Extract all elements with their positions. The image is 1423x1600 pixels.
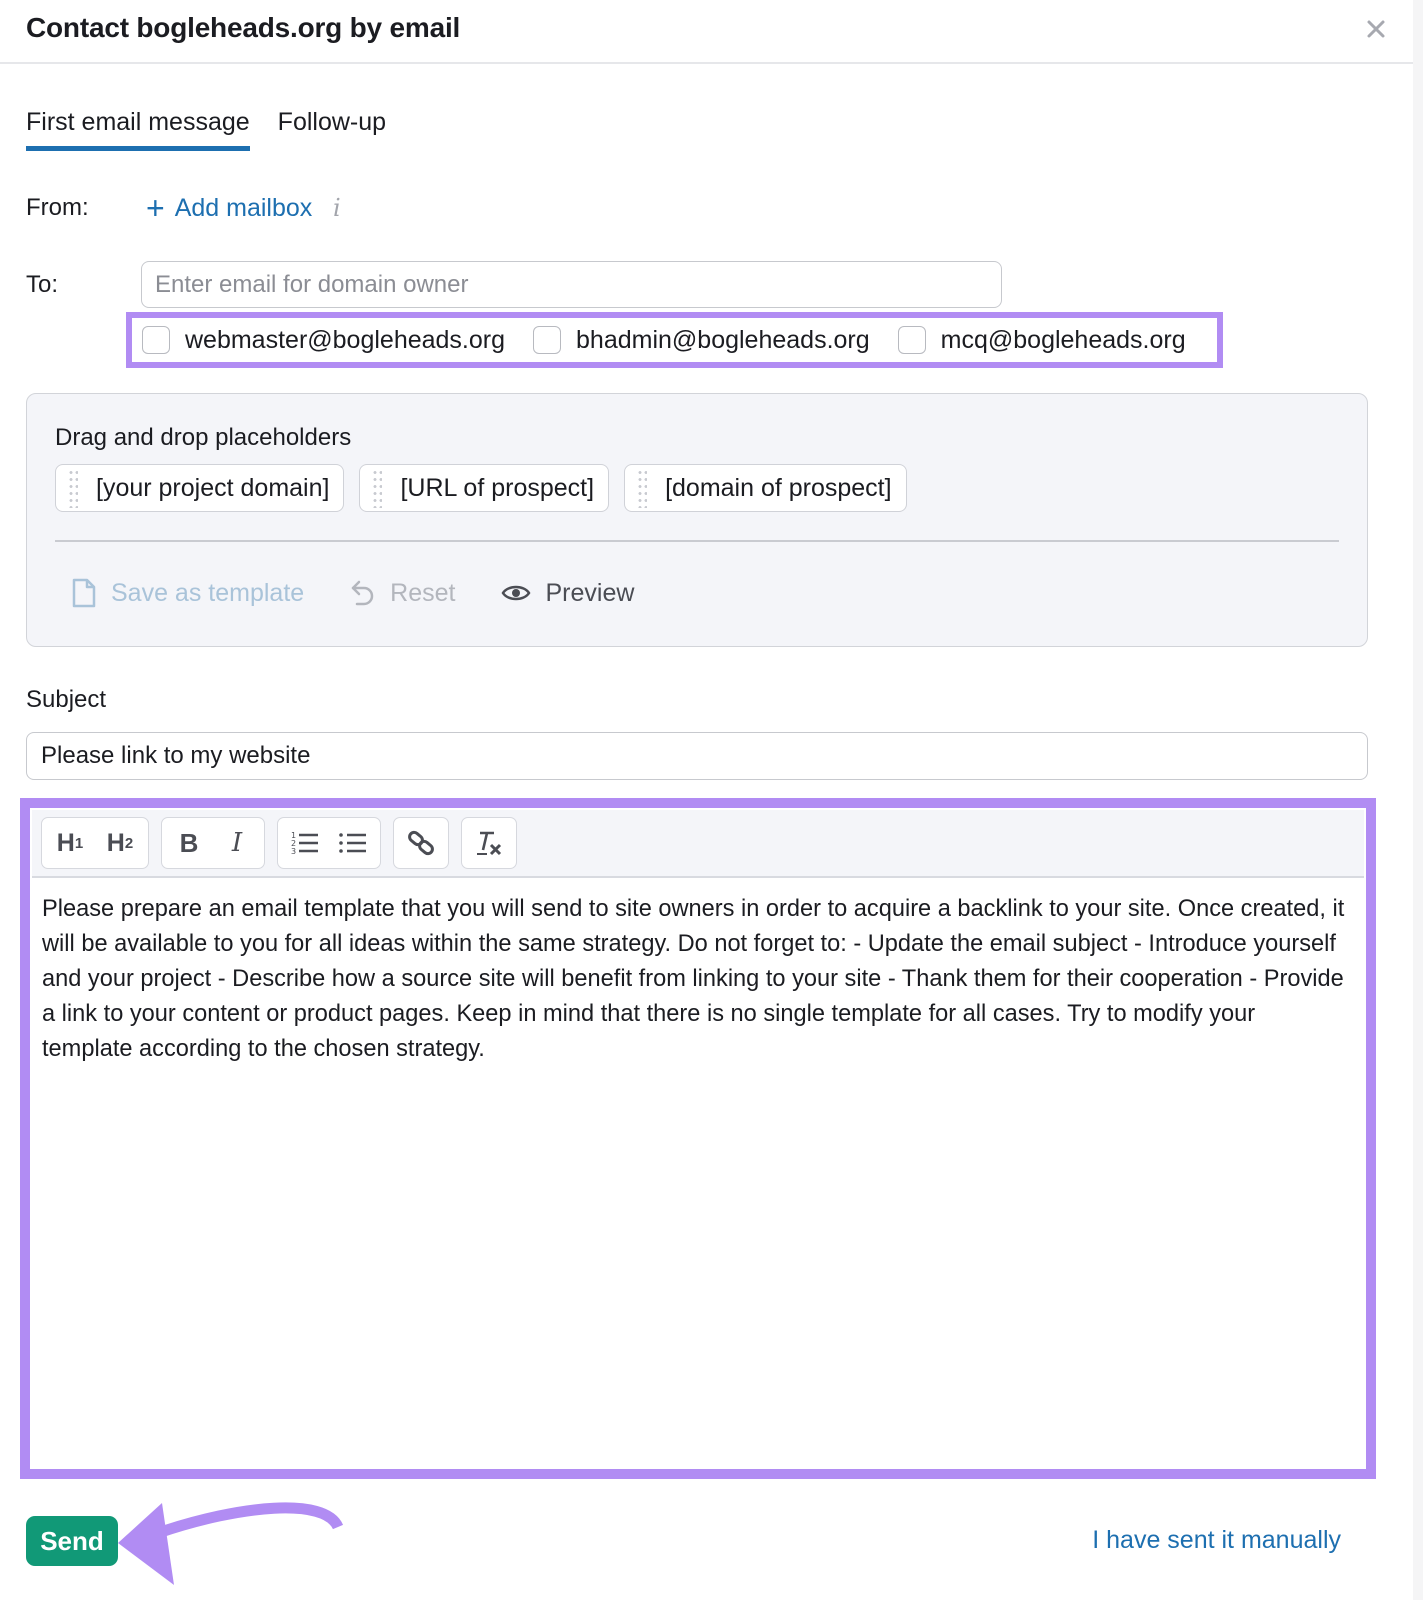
suggested-email-option[interactable] [533, 326, 870, 355]
dialog-title: Contact bogleheads.org by email [26, 12, 461, 43]
send-button[interactable]: Send [26, 1516, 118, 1566]
document-icon [71, 578, 97, 608]
list-group [277, 817, 381, 869]
reset-button[interactable] [350, 578, 455, 608]
svg-text:1: 1 [291, 831, 297, 840]
drag-handle-icon[interactable] [68, 468, 78, 508]
from-label: From: [26, 194, 89, 221]
placeholders-panel [26, 393, 1368, 647]
placeholder-chips [55, 464, 907, 512]
bullet-list-icon [338, 829, 368, 857]
bold-button[interactable] [172, 826, 206, 860]
undo-icon [350, 578, 376, 608]
add-mailbox-button[interactable] [146, 192, 312, 224]
clear-formatting-button[interactable] [472, 826, 506, 860]
email-checkbox[interactable] [142, 326, 170, 354]
ordered-list-button[interactable] [288, 826, 322, 860]
suggested-emails [126, 312, 1223, 368]
placeholder-chip-domain-of-prospect[interactable] [624, 464, 907, 512]
eye-icon [501, 582, 531, 604]
tab-follow-up[interactable]: Follow-up [277, 108, 387, 136]
heading-1-button[interactable]: H 1 [56, 828, 84, 857]
to-label: To: [26, 271, 59, 298]
sent-manually-link[interactable]: I have sent it manually [1092, 1526, 1341, 1554]
clear-format-group [461, 817, 517, 869]
suggested-email-label: webmaster@bogleheads.org [185, 325, 506, 354]
bullet-list-button[interactable] [336, 826, 370, 860]
add-mailbox-label: Add mailbox [174, 193, 313, 222]
divider [55, 540, 1339, 542]
suggested-email-option[interactable] [898, 326, 1186, 355]
preview-button[interactable] [501, 579, 634, 608]
drag-handle-icon[interactable] [372, 468, 382, 508]
suggested-email-label: bhadmin@bogleheads.org [576, 325, 870, 354]
annotation-arrow-icon [110, 1495, 350, 1595]
email-body-text[interactable]: Please prepare an email template that you will send to site owners in order to acquire a backlink to your site. Once created, it will be available to you for all ideas within the same strategy. Do not forget to: - Update the email subject - Introduce yourself and your project - Describe how a source site will benefit from linking to your site - Thank them for their cooperation - Provide a link to your content or product pages. Keep in mind that there is no single template for all cases. Try to modify your template according to the chosen strategy. [42, 896, 1345, 1062]
h1-icon: H [56, 828, 75, 857]
tab-first-email-message[interactable]: First email message [26, 108, 250, 147]
placeholder-chip-url-of-prospect[interactable] [359, 464, 609, 512]
preview-label: Preview [545, 578, 635, 607]
save-as-template-button[interactable] [71, 578, 304, 608]
subject-label: Subject [26, 686, 107, 713]
editor-toolbar [32, 810, 1364, 878]
save-as-template-label: Save as template [111, 578, 305, 607]
format-group [161, 817, 265, 869]
bold-icon: B [179, 827, 199, 858]
link-group [393, 817, 449, 869]
template-actions [71, 578, 634, 608]
background-strip [1413, 0, 1423, 1600]
close-button[interactable] [1361, 14, 1391, 44]
to-email-input[interactable] [141, 261, 1002, 308]
subject-input[interactable] [26, 732, 1368, 780]
suggested-email-option[interactable] [142, 326, 505, 355]
clear-formatting-icon [474, 828, 504, 858]
heading-2-button[interactable]: H 2 [106, 828, 134, 857]
h2-icon: H [106, 828, 125, 857]
italic-icon: I [231, 828, 243, 858]
placeholder-chip-project-domain[interactable] [55, 464, 344, 512]
chip-label: [URL of prospect] [400, 473, 595, 502]
info-icon[interactable]: i [333, 194, 341, 222]
drag-handle-icon[interactable] [637, 468, 647, 508]
plus-icon: + [146, 190, 165, 226]
chip-label: [your project domain] [96, 473, 330, 502]
link-icon [406, 828, 436, 858]
chip-label: [domain of prospect] [665, 473, 892, 502]
heading-group [41, 817, 149, 869]
dialog-header [0, 0, 1413, 64]
insert-link-button[interactable] [404, 826, 438, 860]
suggested-email-label: mcq@bogleheads.org [940, 325, 1186, 354]
email-checkbox[interactable] [898, 326, 926, 354]
svg-text:2: 2 [291, 839, 297, 848]
email-checkbox[interactable] [533, 326, 561, 354]
italic-button[interactable] [220, 826, 254, 860]
svg-text:3: 3 [291, 847, 297, 856]
placeholders-title: Drag and drop placeholders [55, 424, 352, 451]
reset-label: Reset [390, 578, 456, 607]
ordered-list-icon [290, 829, 320, 857]
email-body-editor [20, 798, 1376, 1479]
tab-bar [26, 108, 386, 147]
close-icon [1361, 14, 1391, 44]
